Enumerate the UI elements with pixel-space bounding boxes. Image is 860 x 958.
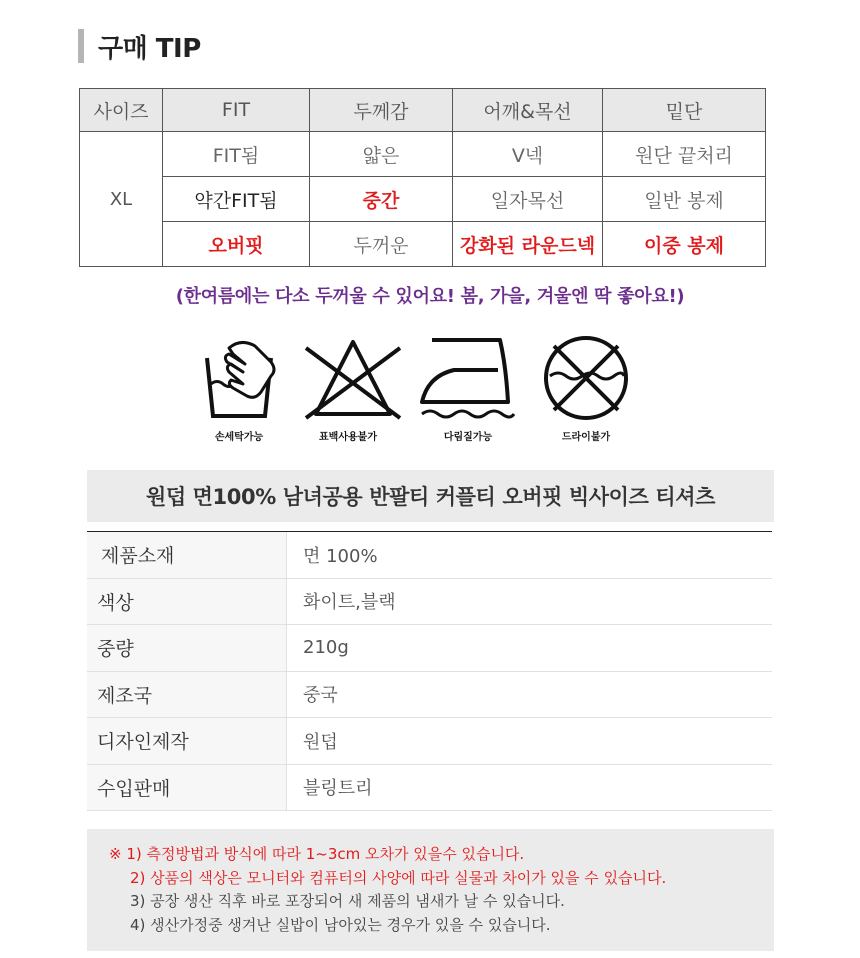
care-label: 다림질가능: [443, 432, 493, 443]
hand-wash-icon: [199, 336, 279, 422]
header-cell: 밑단: [603, 89, 766, 132]
table-row: [80, 132, 766, 177]
table-cell-highlighted: 강화된 라운드넥: [453, 222, 603, 267]
spec-row: [87, 532, 772, 579]
table-cell: 얇은: [310, 132, 453, 177]
note-line: 2) 상품의 색상은 모니터와 컴퓨터의 사양에 따라 실물과 차이가 있을 수 있습니다.: [130, 868, 667, 887]
title-bar-decoration: [78, 29, 84, 63]
spec-value: 면 100%: [303, 545, 378, 567]
size-cell: XL: [80, 132, 163, 267]
spec-value: 원덥: [303, 731, 338, 753]
table-header-row: [80, 89, 766, 132]
page-title: 구매 TIP: [98, 33, 201, 64]
care-item-no-dry: [536, 336, 636, 443]
spec-row: [87, 625, 772, 672]
spec-key: 디자인제작: [87, 718, 287, 764]
spec-table: [87, 531, 772, 811]
product-name-banner: 원덥 면100% 남녀공용 반팔티 커플티 오버핏 빅사이즈 티셔츠: [87, 470, 774, 522]
section-title: [78, 28, 201, 64]
care-label: 손세탁가능: [214, 432, 264, 443]
spec-key: 제조국: [87, 672, 287, 718]
care-item-no-bleach: [298, 336, 398, 443]
note-line: 4) 생산가정중 생겨난 실밥이 남아있는 경우가 있을 수 있습니다.: [130, 915, 551, 934]
care-label: 표백사용불가: [319, 432, 377, 443]
tip-table: [79, 88, 766, 267]
spec-key: 제품소재: [87, 532, 287, 578]
season-note: (한여름에는 다소 두꺼울 수 있어요! 봄, 가을, 겨울엔 딱 좋아요!): [175, 286, 685, 307]
header-cell: 어깨&목선: [453, 89, 603, 132]
table-cell: 원단 끝처리: [603, 132, 766, 177]
table-cell: 일자목선: [453, 177, 603, 222]
spec-value: 중국: [303, 685, 338, 707]
care-label: 드라이불가: [561, 432, 611, 443]
spec-row: [87, 765, 772, 812]
table-cell-highlighted: 중간: [310, 177, 453, 222]
header-cell: FIT: [163, 89, 310, 132]
spec-key: 수입판매: [87, 765, 287, 811]
table-row: [80, 177, 766, 222]
spec-row: [87, 672, 772, 719]
table-cell-highlighted: 오버핏: [163, 222, 310, 267]
spec-value: 210g: [303, 637, 349, 659]
header-cell: 두께감: [310, 89, 453, 132]
note-line: 3) 공장 생산 직후 바로 포장되어 새 제품의 냄새가 날 수 있습니다.: [130, 892, 565, 910]
table-cell: 약간FIT됨: [163, 177, 310, 222]
care-item-hand-wash: [189, 336, 289, 443]
table-row: [80, 222, 766, 267]
table-cell: 두꺼운: [310, 222, 453, 267]
table-cell: FIT됨: [163, 132, 310, 177]
table-cell-highlighted: 이중 봉제: [603, 222, 766, 267]
table-cell: V넥: [453, 132, 603, 177]
spec-key: 색상: [87, 579, 287, 625]
iron-icon: [418, 336, 518, 422]
spec-value: 블링트리: [303, 778, 373, 800]
spec-key: 중량: [87, 625, 287, 671]
notes-box: [87, 829, 774, 951]
no-bleach-icon: [298, 336, 408, 422]
care-item-iron: [418, 336, 518, 443]
spec-value: 화이트,블랙: [303, 592, 396, 614]
note-line: ※ 1) 측정방법과 방식에 따라 1~3cm 오차가 있을수 있습니다.: [109, 845, 525, 863]
no-dry-icon: [538, 336, 634, 422]
spec-row: [87, 718, 772, 765]
spec-row: [87, 579, 772, 626]
table-cell: 일반 봉제: [603, 177, 766, 222]
header-cell: 사이즈: [80, 89, 163, 132]
